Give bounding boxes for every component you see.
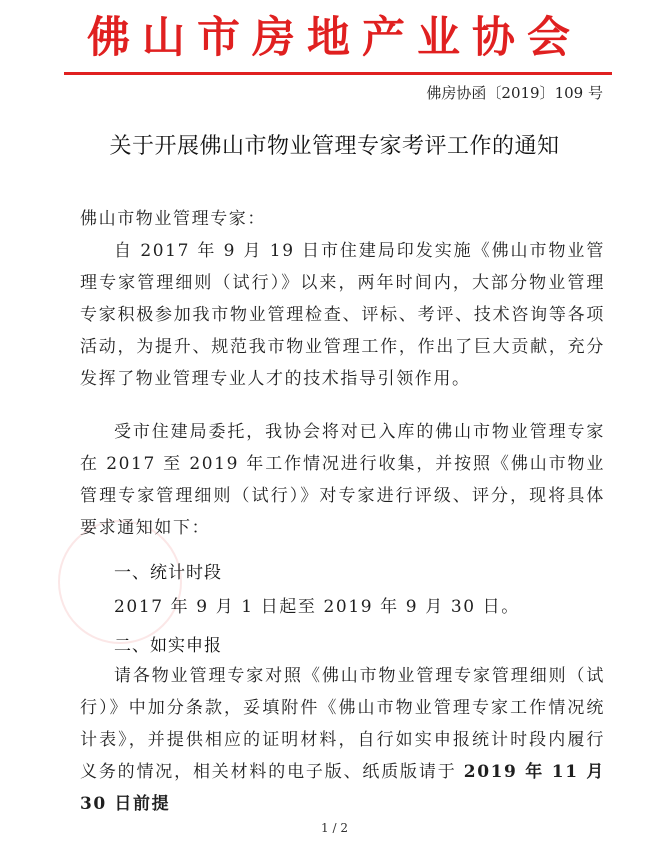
page-number: 1 / 2 <box>321 821 348 835</box>
paragraph-commission: 受市住建局委托，我协会将对已入库的佛山市物业管理专家在 2017 至 2019 年工作情况进行收集，并按照《佛山市物业管理专家管理细则（试行）》对专家进行评级、评分，现将具体要求通知如下： <box>80 422 605 538</box>
letterhead-red-rule <box>64 72 612 75</box>
section-heading-declaration: 二、如实申报 <box>114 636 222 656</box>
greeting-line: 佛山市物业管理专家： <box>80 209 266 229</box>
section-heading-period: 一、统计时段 <box>114 563 222 583</box>
declaration-deadline: 2019 年 11 月 30 日前提 <box>80 762 605 814</box>
document-number: 佛房协函〔2019〕109 号 <box>426 84 603 102</box>
paragraph-intro: 自 2017 年 9 月 19 日市住建局印发实施《佛山市物业管理专家管理细则（试行）》以来，两年时间内，大部分物业管理专家积极参加我市物业管理检查、评标、考评、技术咨询等各项活动，为提升、规范我市物业管理工作，作出了巨大贡献，充分发挥了物业管理专业人才的技术指导引领作用。 <box>80 241 605 389</box>
statistics-period-text: 2017 年 9 月 1 日起至 2019 年 9 月 30 日。 <box>114 597 520 617</box>
paragraph-declaration <box>80 660 605 820</box>
document-title: 关于开展佛山市物业管理专家考评工作的通知 <box>109 134 560 159</box>
letterhead-org-name: 佛山市房地产业协会 <box>87 13 582 63</box>
declaration-text: 请各物业管理专家对照《佛山市物业管理专家管理细则（试行）》中加分条款，妥填附件《佛山市物业管理专家工作情况统计表》，并提供相应的证明材料，自行如实申报统计时段内履行义务的情况，相关材料的电子版、纸质版请于 <box>80 666 605 782</box>
